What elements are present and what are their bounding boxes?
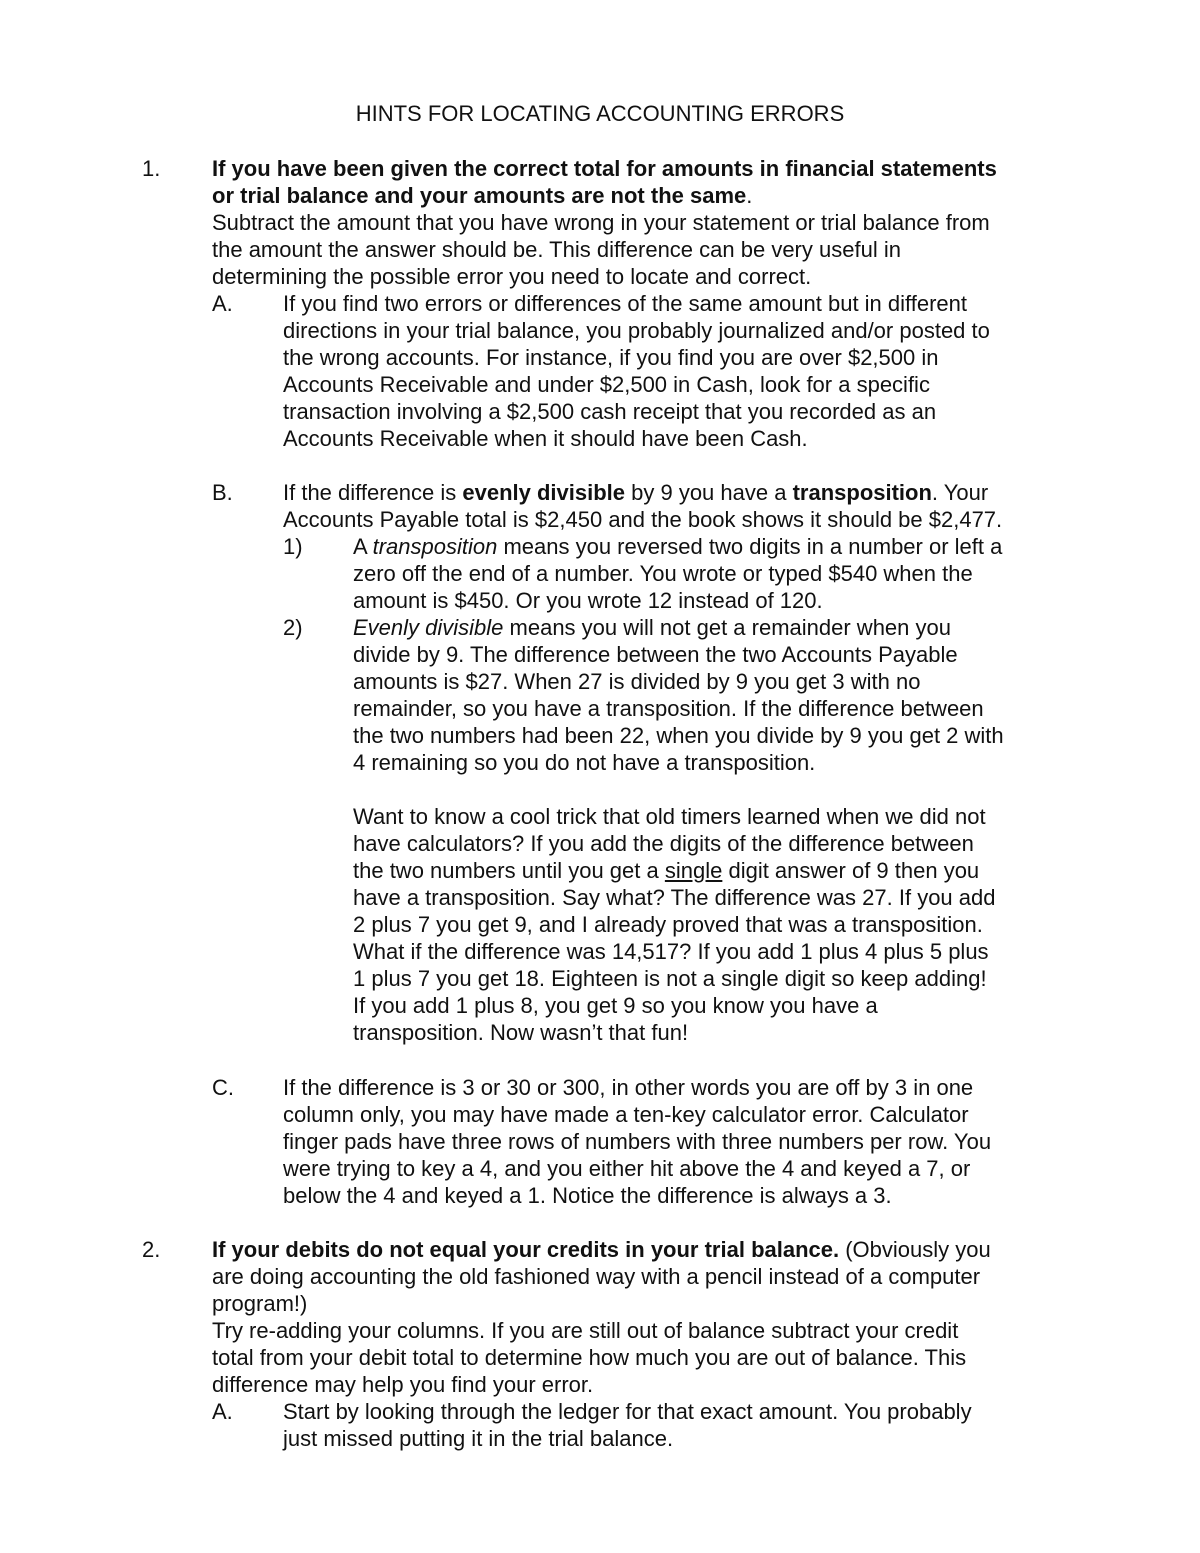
item-1b-1-line: zero off the end of a number. You wrote or typed $540 when the [353, 561, 973, 586]
transposition-italic-term: transposition [372, 534, 498, 559]
section-1 [212, 155, 997, 290]
item-1a [283, 290, 990, 452]
item-1b-text: by 9 you have a [625, 480, 793, 505]
item-1b-text: . Your [931, 480, 989, 505]
section-1-body-line: Subtract the amount that you have wrong in your statement or trial balance from [212, 210, 990, 235]
section-1-number: 1. [142, 156, 161, 181]
section-2-line: total from your debit total to determine how much you are out of balance. This [212, 1345, 967, 1370]
cool-trick-line: Want to know a cool trick that old timers learned when we did not [353, 804, 986, 829]
item-1b-2-text: means you will not get a remainder when you [503, 615, 951, 640]
section-2-heading: If your debits do not equal your credits in your trial balance. [212, 1237, 840, 1262]
cool-trick-text: digit answer of 9 then you [722, 858, 980, 883]
evenly-divisible-italic-term: Evenly divisible [353, 615, 504, 640]
item-1c-line: below the 4 and keyed a 1. Notice the difference is always a 3. [283, 1183, 892, 1208]
item-1c-line: If the difference is 3 or 30 or 300, in other words you are off by 3 in one [283, 1075, 974, 1100]
section-1-body-line: the amount the answer should be. This difference can be very useful in [212, 237, 901, 262]
item-1a-line: Accounts Receivable and under $2,500 in Cash, look for a specific [283, 372, 930, 397]
cool-trick-line: transposition. Now wasn’t that fun! [353, 1020, 689, 1045]
transposition-term: transposition [792, 480, 932, 505]
item-1b-1-text: means you reversed two digits in a number or left a [497, 534, 1003, 559]
item-1b-1-line: amount is $450. Or you wrote 12 instead of 120. [353, 588, 823, 613]
cool-trick-line: If you add 1 plus 8, you get 9 so you know you have a [353, 993, 878, 1018]
item-1b-2-line: the two numbers had been 22, when you divide by 9 you get 2 with [353, 723, 1004, 748]
item-1c-line: were trying to key a 4, and you either hit above the 4 and keyed a 7, or [283, 1156, 971, 1181]
item-1b-2-line: remainder, so you have a transposition. If the difference between [353, 696, 984, 721]
item-2a-marker: A. [212, 1399, 233, 1424]
item-1b-2 [353, 614, 1004, 776]
item-1b-marker: B. [212, 480, 233, 505]
cool-trick-line: What if the difference was 14,517? If you add 1 plus 4 plus 5 plus [353, 939, 989, 964]
item-1a-line: transaction involving a $2,500 cash receipt that you recorded as an [283, 399, 937, 424]
cool-trick-text: the two numbers until you get a [353, 858, 665, 883]
item-1b-2-line: amounts is $27. When 27 is divided by 9 you get 3 with no [353, 669, 921, 694]
section-1-heading-line-1: If you have been given the correct total for amounts in financial statements [212, 156, 997, 181]
item-1a-marker: A. [212, 291, 233, 316]
cool-trick-line: 1 plus 7 you get 18. Eighteen is not a single digit so keep adding! [353, 966, 987, 991]
section-2-line: are doing accounting the old fashioned way with a pencil instead of a computer [212, 1264, 981, 1289]
item-1b-1-marker: 1) [283, 534, 303, 559]
cool-trick-line: 2 plus 7 you get 9, and I already proved that was a transposition. [353, 912, 983, 937]
item-1a-line: directions in your trial balance, you probably journalized and/or posted to [283, 318, 990, 343]
page-title: HINTS FOR LOCATING ACCOUNTING ERRORS [355, 101, 845, 126]
item-1c-marker: C. [212, 1075, 234, 1100]
item-1b-2-line: divide by 9. The difference between the two Accounts Payable [353, 642, 958, 667]
cool-trick-line: have a transposition. Say what? The difference was 27. If you add [353, 885, 996, 910]
item-1a-line: Accounts Receivable when it should have been Cash. [283, 426, 808, 451]
section-2 [212, 1236, 991, 1398]
section-2-number: 2. [142, 1237, 161, 1262]
evenly-divisible-term: evenly divisible [462, 480, 626, 505]
item-2a-line: just missed putting it in the trial balance. [283, 1426, 674, 1451]
item-1b-text: If the difference is [283, 480, 463, 505]
section-1-heading-period: . [746, 183, 753, 208]
single-underlined-term: single [664, 858, 723, 883]
item-1b-2-line: 4 remaining so you do not have a transposition. [353, 750, 816, 775]
item-1b-1-text: A [353, 534, 373, 559]
item-1c-line: finger pads have three rows of numbers with three numbers per row. You [283, 1129, 992, 1154]
section-1-body-line: determining the possible error you need to locate and correct. [212, 264, 812, 289]
section-2-line: difference may help you find your error. [212, 1372, 594, 1397]
section-2-line: Try re-adding your columns. If you are still out of balance subtract your credit [212, 1318, 959, 1343]
item-1c [283, 1074, 991, 1209]
item-1c-line: column only, you may have made a ten-key calculator error. Calculator [283, 1102, 969, 1127]
section-2-line: program!) [212, 1291, 308, 1316]
item-1b-1 [353, 533, 1002, 614]
item-2a-line: Start by looking through the ledger for that exact amount. You probably [283, 1399, 972, 1424]
item-2a [283, 1398, 972, 1452]
item-1b-line: Accounts Payable total is $2,450 and the book shows it should be $2,477. [283, 507, 1003, 532]
item-1b-2-marker: 2) [283, 615, 303, 640]
section-1-heading-line-2: or trial balance and your amounts are not the same [212, 183, 747, 208]
cool-trick-line: have calculators? If you add the digits of the difference between [353, 831, 974, 856]
section-2-heading-aside: (Obviously you [839, 1237, 991, 1262]
cool-trick-paragraph [353, 803, 995, 1046]
item-1a-line: the wrong accounts. For instance, if you find you are over $2,500 in [283, 345, 939, 370]
item-1a-line: If you find two errors or differences of the same amount but in different [283, 291, 967, 316]
item-1b [283, 479, 1002, 533]
